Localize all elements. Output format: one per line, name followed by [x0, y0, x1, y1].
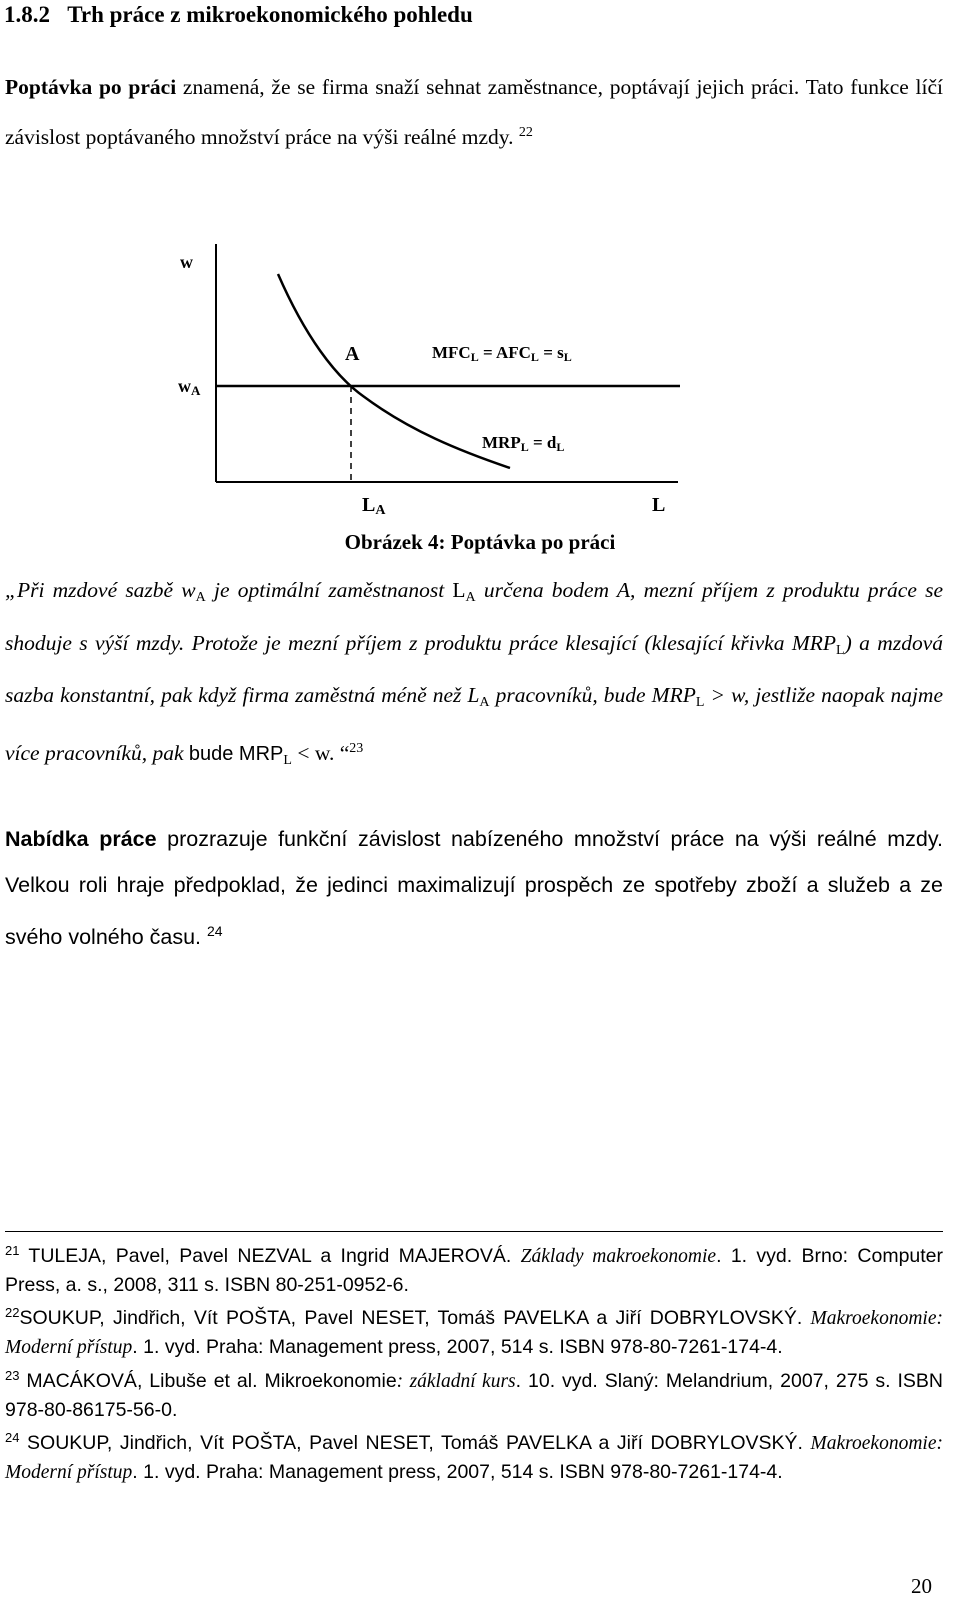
- quote-text: „Při mzdové sazbě w: [5, 578, 196, 602]
- page-number: 20: [911, 1574, 932, 1598]
- y-axis-label: w: [180, 252, 193, 272]
- supply-line-label: MFCL = AFCL = sL: [432, 343, 572, 364]
- footnote-ref-23: 23: [349, 740, 364, 756]
- quote-text: ) a mzdová sazba konstantní, pak když firma zaměstná méně než L: [5, 630, 943, 707]
- quote-text: určena bodem A, mezní příjem z produktu práce se shoduje s výší mzdy. Protože je mezní příjem z produktu práce klesající (klesající křivka MRP: [5, 578, 943, 655]
- paragraph-text: prozrazuje funkční závislost nabízeného množství práce na výši reálné mzdy. Velkou roli hraje předpoklad, že jedinci maximalizují prospěch ze spotřeby zboží a služeb a ze svého volného času.: [5, 827, 943, 949]
- section-title: Trh práce z mikroekonomického pohledu: [67, 2, 473, 27]
- paragraph-text: znamená, že se firma snaží sehnat zaměstnance, poptávají jejich práci. Tato funkce líčí závislost poptávaného množství práce na výši reálné mzdy.: [5, 75, 943, 149]
- footnote-separator: [5, 1231, 943, 1232]
- point-a-label: A: [345, 343, 360, 365]
- quote-sub: L: [695, 695, 705, 710]
- labor-demand-diagram: [170, 236, 710, 536]
- term-labor-demand: Poptávka po práci: [5, 75, 177, 99]
- paragraph-labor-demand: [5, 64, 943, 160]
- footnote-21: $^{21}$ TULEJA, Pavel, Pavel NEZVAL a Ingrid MAJEROVÁ. Základy makroekonomie. 1. vyd. Brno: Computer Press, a. s., 2008, 311 s. ISBN 80-251-0952-6.: [5, 1243, 944, 1296]
- footnote-23: $^{23}$ MACÁKOVÁ, Libuše et al. Mikroekonomie: základní kurs. 10. vyd. Slaný: Melandrium, 2007, 275 s. ISBN 978-80-86175-56-0.: [5, 1368, 943, 1421]
- x-axis-label: L: [652, 494, 666, 516]
- quote-sub: L: [836, 642, 845, 658]
- quote-text: bude MRP: [188, 742, 284, 765]
- quote-text: pracovníků, bude MRP: [489, 683, 696, 707]
- paragraph-labor-supply: [5, 816, 943, 960]
- term-labor-supply: Nabídka práce: [5, 827, 157, 851]
- demand-curve-label: MRPL = dL: [482, 433, 565, 454]
- footnote-ref-24: 24: [207, 923, 223, 939]
- quote-text: je optimální zaměstnanost: [205, 578, 453, 602]
- footnotes: [5, 1237, 943, 1487]
- quote-text: > w, jestliže naopak najme více pracovníků, pak: [5, 683, 943, 765]
- quote-text: < w. “: [291, 740, 350, 765]
- footnote-22: $^{22}$SOUKUP, Jindřich, Vít POŠTA, Pavel NESET, Tomáš PAVELKA a Jiří DOBRYLOVSKÝ. Makroekonomie: Moderní přístup. 1. vyd. Praha: Management press, 2007, 514 s. ISBN 978-80-7261-174-4.: [5, 1305, 943, 1358]
- demand-curve-mrp: [278, 274, 510, 468]
- quote-sub: A: [479, 695, 490, 710]
- la-label: LA: [362, 494, 386, 518]
- section-number: 1.8.2: [4, 2, 50, 27]
- footnote-ref-22: 22: [518, 125, 533, 140]
- quote-sub: L: [283, 752, 292, 768]
- footnote-24: $^{24}$ SOUKUP, Jindřich, Vít POŠTA, Pavel NESET, Tomáš PAVELKA a Jiří DOBRYLOVSKÝ. Makroekonomie: Moderní přístup. 1. vyd. Praha: Management press, 2007, 514 s. ISBN 978-80-7261-174-4.: [5, 1430, 943, 1483]
- quote-sub: A: [465, 590, 476, 605]
- quote-text: L: [452, 578, 466, 602]
- section-heading: [4, 0, 473, 30]
- quote-paragraph: [5, 568, 943, 783]
- wage-label: wA: [178, 376, 201, 398]
- figure-caption: Obrázek 4: Poptávka po práci: [344, 530, 616, 554]
- quote-sub: A: [195, 590, 206, 605]
